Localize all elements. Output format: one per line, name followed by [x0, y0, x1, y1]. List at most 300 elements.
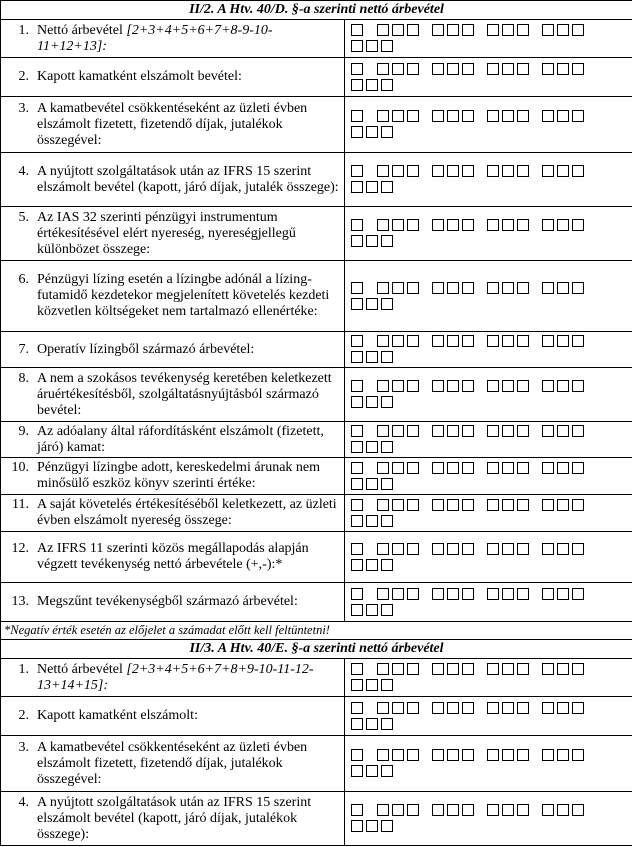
- digit-box[interactable]: [572, 282, 584, 294]
- amount-input-boxes[interactable]: [345, 458, 632, 495]
- digit-box[interactable]: [447, 702, 459, 714]
- digit-box[interactable]: [407, 425, 419, 437]
- digit-box[interactable]: [366, 765, 378, 777]
- digit-box[interactable]: [487, 380, 499, 392]
- digit-box[interactable]: [517, 804, 529, 816]
- digit-box[interactable]: [392, 702, 404, 714]
- digit-box[interactable]: [351, 24, 363, 36]
- amount-input-boxes[interactable]: [345, 792, 632, 846]
- digit-box[interactable]: [351, 441, 363, 453]
- amount-input-boxes[interactable]: [345, 153, 632, 207]
- digit-box[interactable]: [351, 559, 363, 571]
- digit-box[interactable]: [462, 499, 474, 511]
- digit-box[interactable]: [462, 110, 474, 122]
- digit-box[interactable]: [351, 749, 363, 761]
- digit-box[interactable]: [542, 588, 554, 600]
- digit-box[interactable]: [392, 543, 404, 555]
- digit-box[interactable]: [432, 165, 444, 177]
- digit-box[interactable]: [366, 559, 378, 571]
- digit-box[interactable]: [432, 663, 444, 675]
- row-text: [37, 342, 342, 358]
- digit-box[interactable]: [432, 380, 444, 392]
- digit-box[interactable]: [351, 298, 363, 310]
- digit-box[interactable]: [487, 804, 499, 816]
- digit-box[interactable]: [351, 165, 363, 177]
- digit-box[interactable]: [381, 40, 393, 52]
- digit-box[interactable]: [366, 126, 378, 138]
- digit-box[interactable]: [502, 749, 514, 761]
- digit-box[interactable]: [542, 165, 554, 177]
- digit-box[interactable]: [487, 588, 499, 600]
- digit-box[interactable]: [447, 462, 459, 474]
- digit-box[interactable]: [517, 499, 529, 511]
- digit-box[interactable]: [517, 219, 529, 231]
- digit-box[interactable]: [407, 663, 419, 675]
- digit-box[interactable]: [432, 24, 444, 36]
- digit-box[interactable]: [542, 110, 554, 122]
- digit-box[interactable]: [447, 110, 459, 122]
- digit-box[interactable]: [366, 181, 378, 193]
- digit-box[interactable]: [381, 79, 393, 91]
- digit-box[interactable]: [542, 462, 554, 474]
- digit-box[interactable]: [462, 380, 474, 392]
- digit-box[interactable]: [557, 165, 569, 177]
- digit-box[interactable]: [377, 543, 389, 555]
- digit-box[interactable]: [572, 543, 584, 555]
- digit-group: [487, 748, 532, 764]
- digit-box[interactable]: [366, 478, 378, 490]
- digit-box[interactable]: [432, 804, 444, 816]
- digit-box[interactable]: [351, 351, 363, 363]
- digit-box[interactable]: [432, 499, 444, 511]
- digit-box[interactable]: [366, 515, 378, 527]
- digit-box[interactable]: [392, 282, 404, 294]
- digit-box[interactable]: [392, 663, 404, 675]
- digit-box[interactable]: [447, 63, 459, 75]
- digit-box[interactable]: [366, 604, 378, 616]
- digit-box[interactable]: [502, 499, 514, 511]
- digit-box[interactable]: [407, 749, 419, 761]
- digit-box[interactable]: [462, 702, 474, 714]
- digit-box[interactable]: [407, 499, 419, 511]
- digit-box[interactable]: [407, 804, 419, 816]
- digit-box[interactable]: [381, 126, 393, 138]
- digit-box[interactable]: [542, 663, 554, 675]
- digit-box[interactable]: [351, 235, 363, 247]
- digit-box[interactable]: [366, 820, 378, 832]
- digit-box[interactable]: [407, 110, 419, 122]
- digit-box[interactable]: [351, 679, 363, 691]
- digit-box[interactable]: [517, 663, 529, 675]
- digit-box[interactable]: [407, 543, 419, 555]
- digit-box[interactable]: [557, 335, 569, 347]
- digit-box[interactable]: [572, 380, 584, 392]
- digit-box[interactable]: [392, 425, 404, 437]
- digit-box[interactable]: [557, 219, 569, 231]
- digit-box[interactable]: [502, 219, 514, 231]
- digit-box[interactable]: [381, 820, 393, 832]
- digit-box[interactable]: [447, 165, 459, 177]
- digit-box[interactable]: [407, 24, 419, 36]
- digit-box[interactable]: [447, 219, 459, 231]
- digit-box[interactable]: [557, 380, 569, 392]
- digit-box[interactable]: [351, 219, 363, 231]
- digit-box[interactable]: [557, 63, 569, 75]
- digit-box[interactable]: [447, 499, 459, 511]
- digit-box[interactable]: [351, 543, 363, 555]
- digit-box[interactable]: [557, 702, 569, 714]
- digit-box[interactable]: [392, 63, 404, 75]
- digit-box[interactable]: [572, 499, 584, 511]
- digit-box[interactable]: [572, 588, 584, 600]
- digit-box[interactable]: [407, 588, 419, 600]
- amount-input-boxes[interactable]: [345, 332, 632, 368]
- digit-box[interactable]: [502, 165, 514, 177]
- digit-box[interactable]: [502, 110, 514, 122]
- digit-box[interactable]: [557, 588, 569, 600]
- digit-box[interactable]: [377, 380, 389, 392]
- digit-box[interactable]: [351, 804, 363, 816]
- digit-box[interactable]: [462, 588, 474, 600]
- digit-box[interactable]: [487, 165, 499, 177]
- digit-box[interactable]: [407, 219, 419, 231]
- digit-box[interactable]: [351, 702, 363, 714]
- digit-box[interactable]: [502, 24, 514, 36]
- digit-box[interactable]: [366, 718, 378, 730]
- digit-box[interactable]: [517, 110, 529, 122]
- digit-box[interactable]: [377, 425, 389, 437]
- digit-box[interactable]: [557, 749, 569, 761]
- digit-box[interactable]: [381, 396, 393, 408]
- amount-input-boxes[interactable]: [345, 422, 632, 458]
- digit-box[interactable]: [572, 219, 584, 231]
- digit-box[interactable]: [572, 663, 584, 675]
- digit-box[interactable]: [381, 679, 393, 691]
- digit-box[interactable]: [392, 804, 404, 816]
- digit-box[interactable]: [407, 282, 419, 294]
- digit-box[interactable]: [366, 79, 378, 91]
- digit-box[interactable]: [392, 499, 404, 511]
- digit-box[interactable]: [502, 663, 514, 675]
- digit-box[interactable]: [572, 804, 584, 816]
- digit-box[interactable]: [557, 543, 569, 555]
- digit-box[interactable]: [517, 702, 529, 714]
- digit-box[interactable]: [432, 282, 444, 294]
- digit-box[interactable]: [407, 165, 419, 177]
- digit-box[interactable]: [487, 543, 499, 555]
- digit-box[interactable]: [557, 804, 569, 816]
- digit-box[interactable]: [502, 588, 514, 600]
- digit-box[interactable]: [462, 804, 474, 816]
- digit-box[interactable]: [432, 110, 444, 122]
- digit-box[interactable]: [392, 219, 404, 231]
- digit-box[interactable]: [351, 380, 363, 392]
- digit-box[interactable]: [487, 282, 499, 294]
- digit-box[interactable]: [351, 718, 363, 730]
- digit-box[interactable]: [462, 219, 474, 231]
- digit-box[interactable]: [366, 235, 378, 247]
- digit-box[interactable]: [572, 24, 584, 36]
- digit-box[interactable]: [557, 663, 569, 675]
- digit-box[interactable]: [392, 335, 404, 347]
- digit-box[interactable]: [502, 543, 514, 555]
- digit-box[interactable]: [381, 181, 393, 193]
- digit-box[interactable]: [377, 282, 389, 294]
- digit-box[interactable]: [381, 351, 393, 363]
- amount-input-boxes[interactable]: [345, 368, 632, 422]
- digit-box[interactable]: [517, 425, 529, 437]
- digit-box[interactable]: [447, 282, 459, 294]
- digit-box[interactable]: [447, 24, 459, 36]
- digit-box[interactable]: [542, 24, 554, 36]
- digit-box[interactable]: [572, 165, 584, 177]
- digit-box[interactable]: [572, 462, 584, 474]
- digit-box[interactable]: [377, 462, 389, 474]
- digit-box[interactable]: [432, 749, 444, 761]
- digit-box[interactable]: [487, 110, 499, 122]
- digit-box[interactable]: [381, 559, 393, 571]
- digit-box[interactable]: [557, 110, 569, 122]
- digit-box[interactable]: [487, 702, 499, 714]
- digit-box[interactable]: [351, 604, 363, 616]
- digit-box[interactable]: [487, 425, 499, 437]
- digit-group: [487, 662, 532, 678]
- digit-box[interactable]: [487, 63, 499, 75]
- digit-box[interactable]: [542, 804, 554, 816]
- digit-box[interactable]: [351, 110, 363, 122]
- digit-box[interactable]: [377, 165, 389, 177]
- digit-box[interactable]: [377, 663, 389, 675]
- digit-box[interactable]: [572, 63, 584, 75]
- digit-group: [351, 296, 396, 312]
- digit-box[interactable]: [487, 499, 499, 511]
- digit-box[interactable]: [392, 749, 404, 761]
- digit-box[interactable]: [502, 702, 514, 714]
- amount-input-boxes[interactable]: [345, 20, 632, 58]
- digit-box[interactable]: [366, 441, 378, 453]
- digit-box[interactable]: [542, 219, 554, 231]
- digit-box[interactable]: [392, 380, 404, 392]
- digit-box[interactable]: [432, 219, 444, 231]
- digit-box[interactable]: [517, 462, 529, 474]
- digit-box[interactable]: [351, 282, 363, 294]
- digit-box[interactable]: [432, 543, 444, 555]
- digit-box[interactable]: [351, 79, 363, 91]
- digit-box[interactable]: [572, 110, 584, 122]
- digit-box[interactable]: [377, 588, 389, 600]
- digit-box[interactable]: [377, 219, 389, 231]
- digit-box[interactable]: [517, 165, 529, 177]
- amount-input-boxes[interactable]: [345, 261, 632, 332]
- digit-box[interactable]: [351, 499, 363, 511]
- row-label: [1, 792, 345, 846]
- digit-box[interactable]: [502, 63, 514, 75]
- digit-box[interactable]: [487, 749, 499, 761]
- digit-box[interactable]: [377, 499, 389, 511]
- digit-box[interactable]: [542, 63, 554, 75]
- digit-box[interactable]: [366, 679, 378, 691]
- digit-box[interactable]: [462, 749, 474, 761]
- digit-box[interactable]: [517, 63, 529, 75]
- digit-box[interactable]: [572, 749, 584, 761]
- digit-box[interactable]: [351, 663, 363, 675]
- digit-box[interactable]: [351, 820, 363, 832]
- digit-box[interactable]: [487, 24, 499, 36]
- digit-box[interactable]: [351, 335, 363, 347]
- digit-box[interactable]: [351, 462, 363, 474]
- digit-box[interactable]: [462, 425, 474, 437]
- digit-box[interactable]: [542, 702, 554, 714]
- digit-box[interactable]: [557, 462, 569, 474]
- digit-box[interactable]: [351, 425, 363, 437]
- digit-box[interactable]: [542, 499, 554, 511]
- digit-box[interactable]: [351, 181, 363, 193]
- digit-box[interactable]: [517, 543, 529, 555]
- digit-box[interactable]: [557, 24, 569, 36]
- digit-box[interactable]: [381, 604, 393, 616]
- amount-input-boxes[interactable]: [345, 697, 632, 736]
- digit-box[interactable]: [392, 110, 404, 122]
- digit-box[interactable]: [447, 543, 459, 555]
- digit-box[interactable]: [462, 663, 474, 675]
- digit-box[interactable]: [542, 282, 554, 294]
- row-number: 2.: [18, 69, 29, 84]
- digit-box[interactable]: [407, 702, 419, 714]
- digit-box[interactable]: [351, 515, 363, 527]
- digit-box[interactable]: [377, 749, 389, 761]
- digit-box[interactable]: [351, 765, 363, 777]
- digit-box[interactable]: [542, 749, 554, 761]
- amount-input-boxes[interactable]: [345, 58, 632, 97]
- digit-box[interactable]: [432, 425, 444, 437]
- digit-box[interactable]: [432, 462, 444, 474]
- digit-box[interactable]: [381, 235, 393, 247]
- digit-box[interactable]: [447, 663, 459, 675]
- digit-box[interactable]: [381, 515, 393, 527]
- digit-box[interactable]: [407, 462, 419, 474]
- digit-box[interactable]: [462, 462, 474, 474]
- row-number: 7.: [18, 341, 29, 357]
- digit-box[interactable]: [377, 24, 389, 36]
- digit-box[interactable]: [517, 749, 529, 761]
- digit-box[interactable]: [366, 351, 378, 363]
- digit-box[interactable]: [447, 425, 459, 437]
- amount-input-boxes[interactable]: [345, 532, 632, 583]
- digit-box[interactable]: [351, 588, 363, 600]
- digit-box[interactable]: [557, 425, 569, 437]
- digit-box[interactable]: [432, 335, 444, 347]
- digit-box[interactable]: [351, 40, 363, 52]
- digit-box[interactable]: [487, 462, 499, 474]
- digit-box[interactable]: [572, 335, 584, 347]
- digit-box[interactable]: [407, 63, 419, 75]
- digit-box[interactable]: [572, 425, 584, 437]
- digit-box[interactable]: [366, 40, 378, 52]
- digit-box[interactable]: [381, 478, 393, 490]
- row-number: 11.: [12, 497, 29, 512]
- digit-box[interactable]: [392, 462, 404, 474]
- digit-box[interactable]: [407, 380, 419, 392]
- digit-box[interactable]: [351, 478, 363, 490]
- digit-box[interactable]: [517, 335, 529, 347]
- digit-box[interactable]: [572, 702, 584, 714]
- digit-box[interactable]: [432, 702, 444, 714]
- digit-box[interactable]: [447, 804, 459, 816]
- digit-box[interactable]: [377, 63, 389, 75]
- digit-box[interactable]: [557, 499, 569, 511]
- digit-box[interactable]: [377, 110, 389, 122]
- amount-input-boxes[interactable]: [345, 97, 632, 153]
- digit-box[interactable]: [502, 380, 514, 392]
- digit-box[interactable]: [462, 24, 474, 36]
- digit-box[interactable]: [462, 63, 474, 75]
- digit-box[interactable]: [517, 588, 529, 600]
- digit-box[interactable]: [502, 282, 514, 294]
- digit-box[interactable]: [502, 335, 514, 347]
- amount-input-boxes[interactable]: [345, 207, 632, 261]
- digit-box[interactable]: [432, 588, 444, 600]
- digit-box[interactable]: [542, 380, 554, 392]
- digit-box[interactable]: [381, 718, 393, 730]
- digit-box[interactable]: [392, 588, 404, 600]
- digit-box[interactable]: [351, 396, 363, 408]
- digit-box[interactable]: [447, 335, 459, 347]
- digit-box[interactable]: [517, 282, 529, 294]
- digit-box[interactable]: [381, 765, 393, 777]
- digit-box[interactable]: [517, 380, 529, 392]
- digit-box[interactable]: [432, 63, 444, 75]
- section-title: II/2. A Htv. 40/D. §-a szerinti nettó árbevétel: [1, 1, 632, 20]
- amount-input-boxes[interactable]: [345, 659, 632, 697]
- digit-box[interactable]: [517, 24, 529, 36]
- digit-box[interactable]: [502, 425, 514, 437]
- digit-box[interactable]: [542, 425, 554, 437]
- digit-box[interactable]: [392, 24, 404, 36]
- digit-box[interactable]: [542, 543, 554, 555]
- digit-group: [351, 61, 366, 77]
- digit-box[interactable]: [381, 441, 393, 453]
- digit-box[interactable]: [407, 335, 419, 347]
- amount-input-boxes[interactable]: [345, 495, 632, 532]
- digit-box[interactable]: [447, 380, 459, 392]
- digit-box[interactable]: [447, 588, 459, 600]
- digit-box[interactable]: [377, 804, 389, 816]
- digit-box[interactable]: [462, 282, 474, 294]
- digit-box[interactable]: [351, 63, 363, 75]
- digit-box[interactable]: [462, 543, 474, 555]
- digit-box[interactable]: [487, 219, 499, 231]
- digit-box[interactable]: [366, 298, 378, 310]
- digit-box[interactable]: [462, 335, 474, 347]
- digit-box[interactable]: [487, 335, 499, 347]
- digit-box[interactable]: [502, 804, 514, 816]
- digit-group: [487, 109, 532, 125]
- digit-box[interactable]: [366, 396, 378, 408]
- digit-box[interactable]: [392, 165, 404, 177]
- digit-box[interactable]: [487, 663, 499, 675]
- amount-input-boxes[interactable]: [345, 736, 632, 792]
- digit-box[interactable]: [502, 462, 514, 474]
- digit-box[interactable]: [377, 702, 389, 714]
- digit-box[interactable]: [557, 282, 569, 294]
- digit-box[interactable]: [462, 165, 474, 177]
- digit-box[interactable]: [447, 749, 459, 761]
- digit-box[interactable]: [542, 335, 554, 347]
- digit-box[interactable]: [381, 298, 393, 310]
- digit-box[interactable]: [351, 126, 363, 138]
- amount-input-boxes[interactable]: [345, 583, 632, 622]
- digit-box[interactable]: [377, 335, 389, 347]
